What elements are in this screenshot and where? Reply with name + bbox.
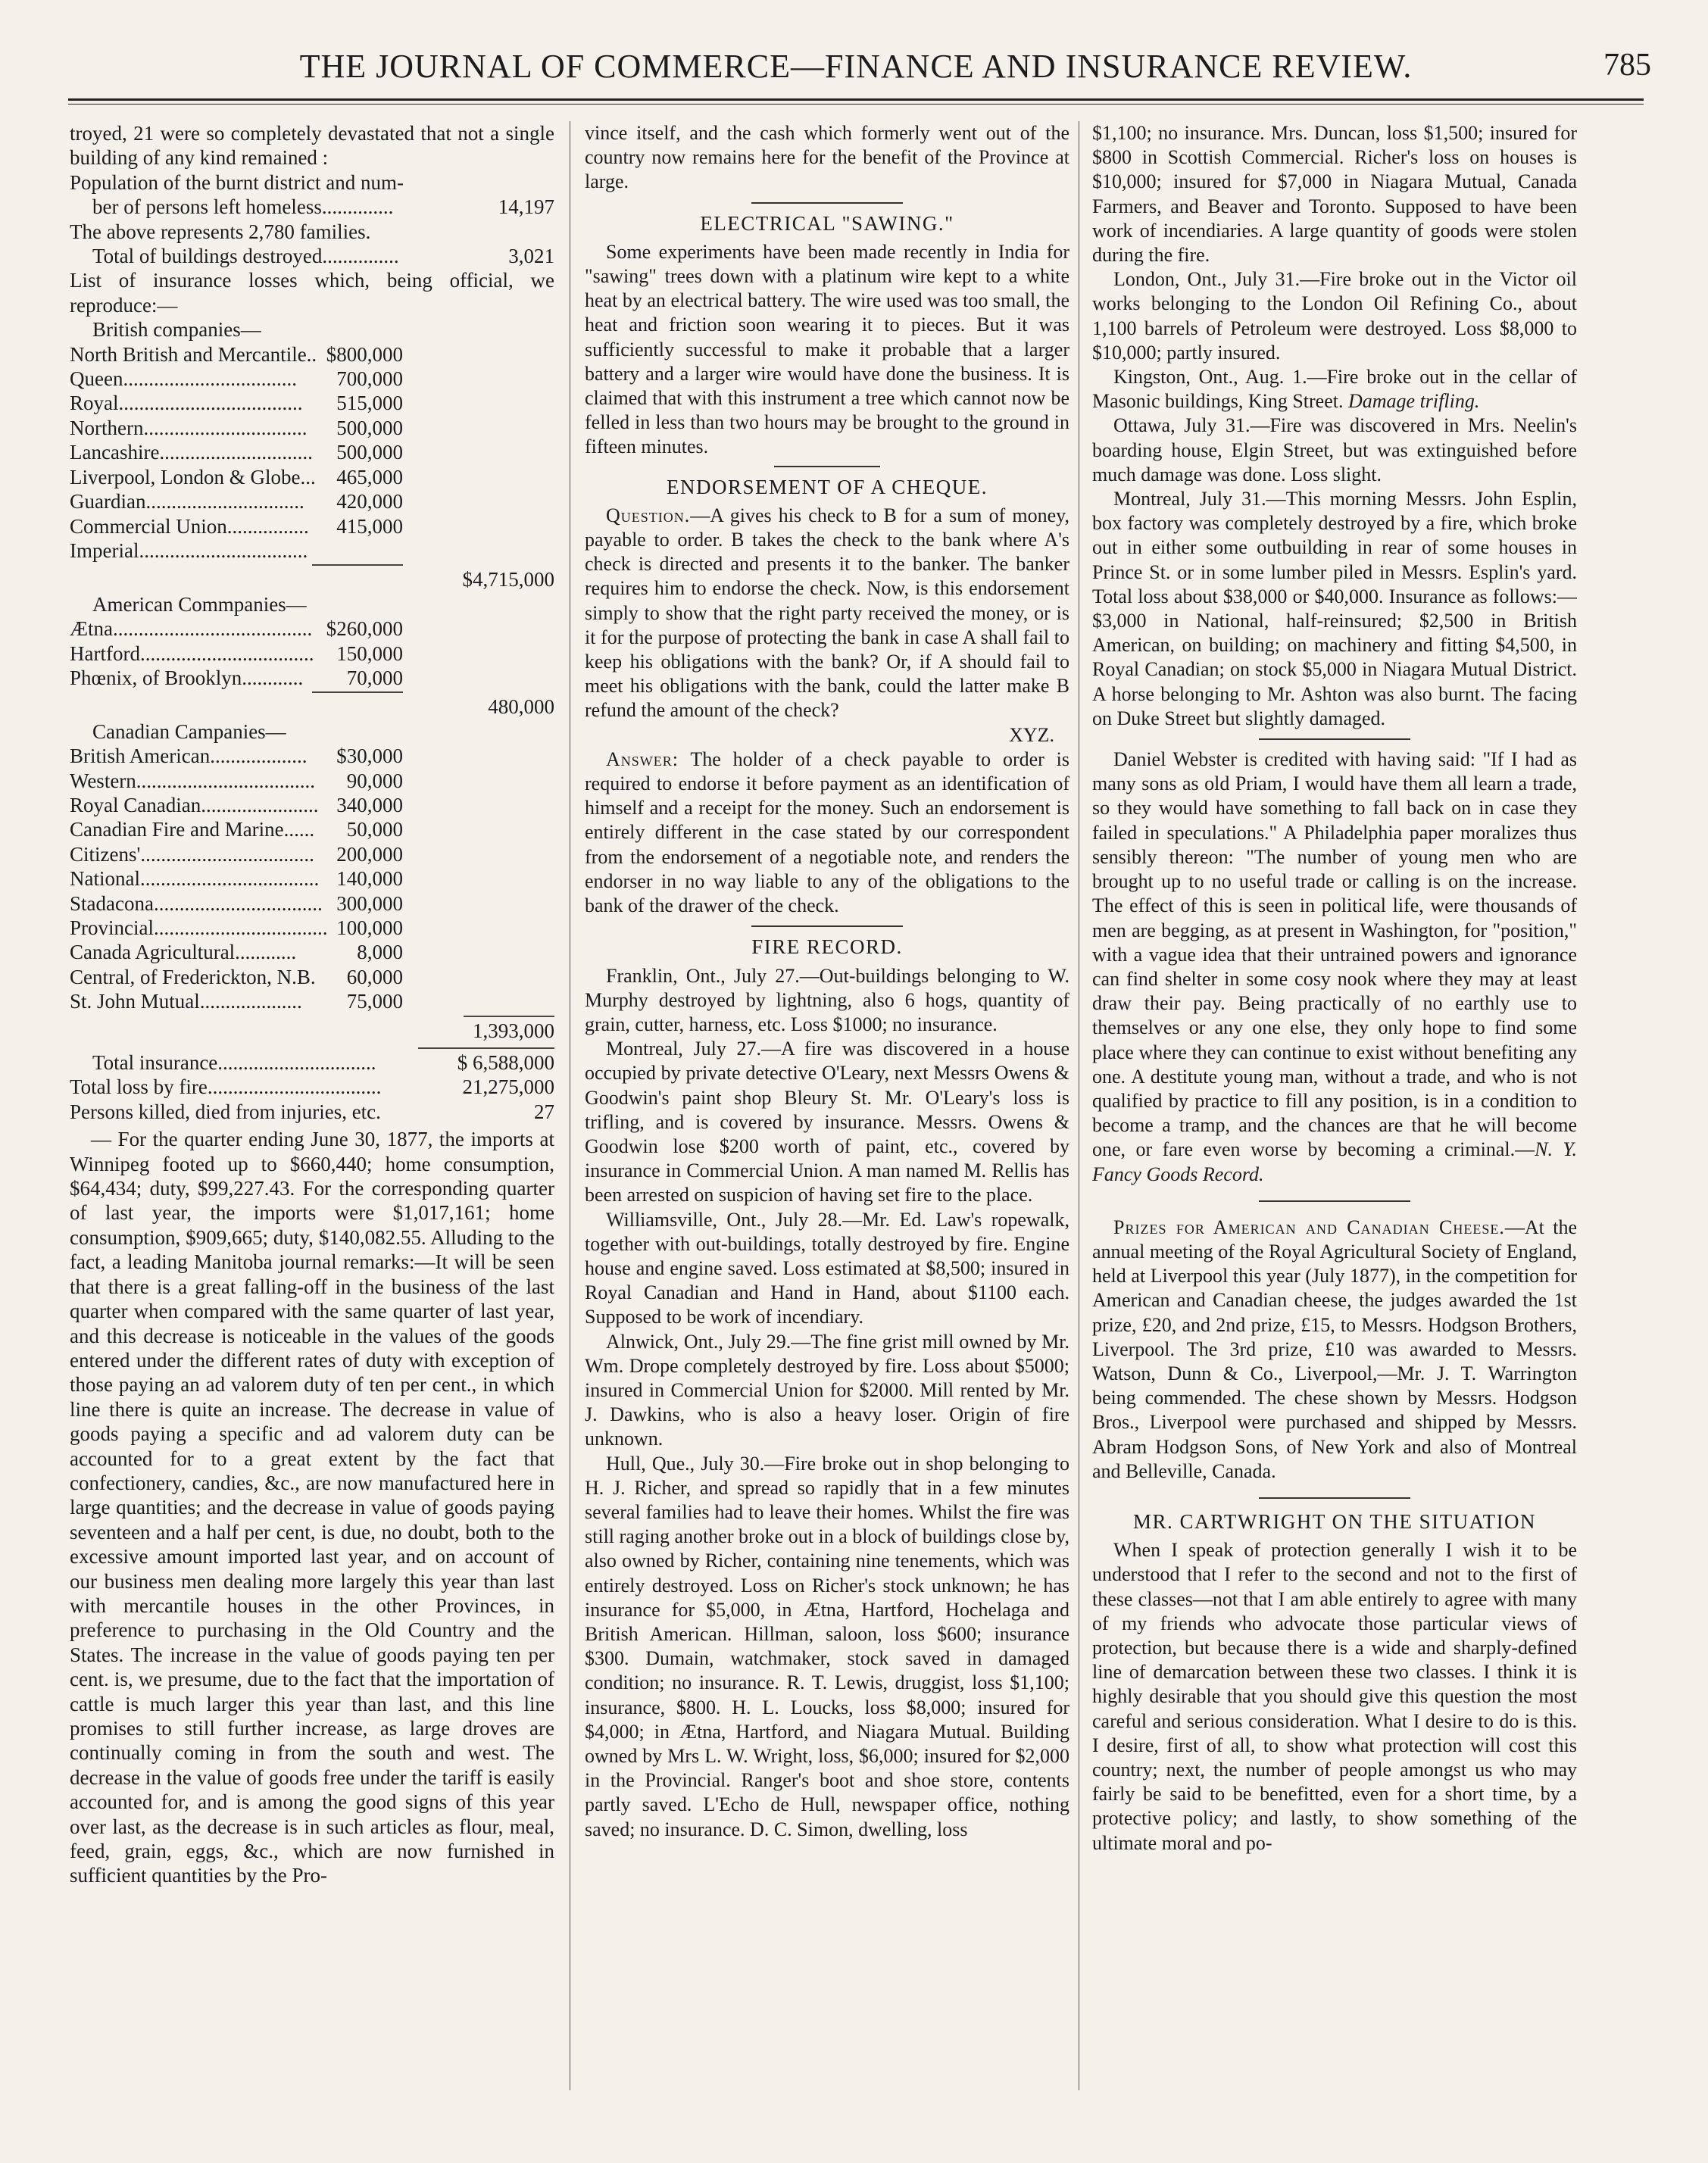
winnipeg-article: — For the quarter ending June 30, 1877, the imports at Winnipeg footed up to $660,440; home consumption, $64,434; duty, $99,227.43. For the corresponding quarter of last year, the imports were $1,017,161; home consumption, $909,665; duty, $140,082.55. Alluding to the fact, a leading Manitoba journal remarks:—It will be seen that there is a great falling-off in the business of the last quarter when compared with the same quarter of last year, and this decrease is noticeable in the values of the goods entered under the different rates of duty with exception of those paying an ad valorem duty of ten per cent., in which line there is quite an increase. The decrease in value of goods paying a specific and ad valorem duty can be accounted for to a great extent by the fact that confectionery, candies, &c., are now manufactured here in large quantities; and the decrease in value of goods paying seventeen and a half per cent, is due, no doubt, both to the excessive amount imported last year, and on account of our business men dealing more largely this year than last with mercantile houses in the other Provinces, in preference to purchasing in the Old Country and the States. The increase in the value of goods paying ten per cent. is, we presume, due to the fact that the importation of cattle is much larger this year than last, and this line promises to still further increase, as large droves are continually coming in from the south and west. The decrease in the value of goods free under the tariff is easily accounted for, and is among the good signs of this year over last, as the decrease is in such articles as flour, meal, feed, grain, eggs, &c., which are now furnished in sufficient quantities by the Pro- <box>70 1128 554 1887</box>
loss-amount: 70,000 <box>346 666 403 689</box>
company-name: Liverpool, London & Globe... <box>70 465 316 488</box>
webster-article: Daniel Webster is credited with having said: "If I had as many sons as old Priam, I would have them all learn a trade, so they would have something to fall back on in case they failed in speculations." A Philadelphia paper moralizes thus sensibly thereon: "The number of young men who are brought up to no useful trade or calling is on the increase. The effect of this is seen in political life, were thousands of men are begging, as at present in Washington, for "position," with a vague idea that their untrained powers and ignorance can find shelter in some cosy nook where they may at least draw their pay. Being practically of no earthly use to themselves or any one else, they only hope to find some place where they can continue to exist without benefiting any one. A destitute young man, without a trade, and who is not qualified by practice to fill any position, is in a condition to become a tramp, and the chances are that he will become one, or fare even worse by becoming a criminal.—N. Y. Fancy Goods Record. <box>1092 748 1577 1185</box>
population-value: 14,197 <box>498 195 554 219</box>
insurance-loss-row <box>70 866 403 891</box>
persons-killed-line: Persons killed, died from injuries, etc. 27 <box>70 1100 554 1123</box>
section-rule <box>774 466 880 467</box>
fire-williamsville: Williamsville, Ont., July 28.—Mr. Ed. Law's ropewalk, together with out-buildings, totally destroyed by fire. Engine house and engine saved. Loss estimated at $8,500; insured in Royal Canadian and Hand in Hand, about $1100 each. Supposed to be work of incendiary. <box>585 1208 1069 1328</box>
page-header <box>68 47 1651 92</box>
loss-amount: 500,000 <box>336 441 403 464</box>
insurance-loss-row <box>70 965 403 989</box>
loss-amount: 60,000 <box>346 965 403 988</box>
buildings-line: Total of buildings destroyed............... 3,021 <box>92 245 554 268</box>
insurance-loss-row <box>70 744 403 768</box>
canadian-heading: Canadian Campanies— <box>92 719 286 743</box>
loss-amount: $260,000 <box>326 617 403 641</box>
page-number: 785 <box>1603 48 1651 83</box>
company-name: British American................... <box>70 744 308 768</box>
insurance-loss-row <box>70 538 403 563</box>
cartwright-heading: MR. CARTWRIGHT ON THE SITUATION <box>1132 1509 1537 1533</box>
cartwright-article: When I speak of protection generally I wish it to be understood that I refer to the second and not to the first of these classes—not that I am able entirely to agree with many of my friends who advocate those particular views of protection, but because there is a wide and sharply-defined line of demarcation between these two classes. I think it is highly desirable that you should give this question the most careful and serious consideration. What I desire to do is this. I desire, first of all, to show what protection will cost this country; next, the number of people amongst us who may fairly be said to be benefitted, even for a short time, by a protective policy; and lastly, to show something of the ultimate moral and po- <box>1092 1539 1577 1854</box>
loss-amount: $800,000 <box>326 342 403 366</box>
company-name: St. John Mutual.................... <box>70 990 302 1013</box>
journal-title: THE JOURNAL OF COMMERCE—FINANCE AND INSURANCE REVIEW. <box>299 48 1413 85</box>
company-name: Royal Canadian....................... <box>70 793 319 816</box>
fire-london: London, Ont., July 31.—Fire broke out in the Victor oil works belonging to the London Oil Refining Co., about 1,100 barrels of Petroleum were destroyed. Loss $8,000 to $10,000; partly insured. <box>1092 268 1577 364</box>
fire-hull-continued: $1,100; no insurance. Mrs. Duncan, loss $1,500; insured for $800 in Scottish Commercial. Richer's loss on houses is $10,000; insured for $7,000 in Niagara Mutual, Canada Farmers, and Beaver and Toronto. Supposed to have been work of incendiaries. A large quantity of goods were stolen during the fire. <box>1092 122 1577 267</box>
electrical-sawing-heading: ELECTRICAL "SAWING." <box>700 211 954 235</box>
loss-amount: 150,000 <box>336 641 403 665</box>
subtotal-rule <box>464 1016 554 1017</box>
fire-alnwick: Alnwick, Ont., July 29.—The fine grist mill owned by Mr. Wm. Drope completely destroyed by fire. Loss about $5000; insured in Commercial Union for $2000. Mill rented by Mr. J. Dawkins, who is also a heavy loser. Origin of fire unknown. <box>585 1330 1069 1450</box>
american-total: 480,000 <box>488 695 554 719</box>
insurance-loss-row <box>70 666 403 690</box>
cheese-prizes-article: Prizes for American and Canadian Cheese.—At the annual meeting of the Royal Agricultural Society of England, held at Liverpool this year (July 1877), in the competition for American and Canadian cheese, the judges awarded the 1st prize, £20, and 2nd prize, £15, to Messrs. Hodgson Brothers, Liverpool. The 3rd prize, £10 was awarded to Messrs. Watson, Dunn & Co., Liverpool,—Mr. J. T. Warrington being commended. The chese shown by Messrs. Hodgson Bros., Liverpool were purchased and shipped by Messrs. Abram Hodgson Sons, of New York and also of Montreal and Belleville, Canada. <box>1092 1216 1577 1482</box>
company-name: Northern................................ <box>70 416 308 439</box>
company-name: Canada Agricultural............ <box>70 941 297 964</box>
company-name: Provincial.................................. <box>70 916 328 939</box>
american-companies-list <box>70 616 403 690</box>
company-name: North British and Mercantile.. <box>70 342 317 366</box>
section-rule <box>1259 1497 1410 1499</box>
fire-montreal-july27: Montreal, July 27.—A fire was discovered in a house occupied by private detective O'Leary, next Messrs Owens & Goodwin's paint shop Bleury St. Mr. O'Leary's loss is trifling, and is covered by insurance. Messrs. Owens & Goodwin lose $200 worth of paint, etc., covered by insurance in Commercial Union. A man named M. Rellis has been arrested on suspicion of having set fire to the place. <box>585 1038 1069 1206</box>
company-name: Western................................... <box>70 769 316 792</box>
loss-amount: 100,000 <box>336 916 403 939</box>
canadian-total: 1,393,000 <box>473 1019 554 1042</box>
loss-amount: 8,000 <box>357 941 403 964</box>
insurance-loss-row <box>70 916 403 940</box>
loss-amount: 50,000 <box>346 818 403 841</box>
company-name: Royal.................................... <box>70 392 303 415</box>
company-name: Commercial Union................ <box>70 514 309 538</box>
subtotal-rule <box>312 564 403 566</box>
column-1 <box>70 121 554 2105</box>
loss-amount: 500,000 <box>336 416 403 439</box>
company-name: Canadian Fire and Marine...... <box>70 818 315 841</box>
insurance-loss-row <box>70 769 403 793</box>
insurance-loss-row <box>70 940 403 964</box>
population-line: Population of the burnt district and num- ber of persons left homeless.............. 14,197 <box>70 170 554 219</box>
column-2 <box>585 121 1069 2105</box>
fire-record-heading: FIRE RECORD. <box>751 935 903 959</box>
loss-amount: $30,000 <box>336 744 403 768</box>
total-loss-line: Total loss by fire.................................. 21,275,000 <box>70 1075 554 1099</box>
american-heading: American Commpanies— <box>92 592 307 616</box>
province-continued: vince itself, and the cash which formerly went out of the country now remains here for the benefit of the Province at large. <box>585 122 1069 193</box>
company-name: Stadacona................................. <box>70 891 323 915</box>
fire-hull: Hull, Que., July 30.—Fire broke out in shop belonging to H. J. Richer, and spread so rapidly that in a few minutes several families had to leave their homes. Whilst the fire was still raging another broke out in a block of buildings close by, also owned by Richer, containing nine tenements, which was entirely destroyed. Loss on Richer's stock unknown; he has insurance for $5,000, in Ætna, Hartford, Hochelaga and British American. Hillman, saloon, loss $600; insurance $300. Dumain, watchmaker, stock saved in damaged condition; no insurance. R. T. Lewis, druggist, loss $1,100; insurance, $800. H. L. Loucks, loss $8,000; insured for $4,000; in Ætna, Hartford, and Niagara Mutual. Building owned by Mrs L. W. Wright, loss, $6,000; insured for $2,000 in the Provincial. Ranger's boot and shoe store, contents partly saved. L'Echo de Hull, newspaper office, nothing saved; no insurance. D. C. Simon, dwelling, loss <box>585 1452 1069 1840</box>
insurance-loss-row <box>70 342 403 367</box>
families-line: The above represents 2,780 families. <box>70 220 371 243</box>
loss-amount: 75,000 <box>346 990 403 1013</box>
insurance-loss-row <box>70 641 403 666</box>
insurance-loss-row <box>70 616 403 641</box>
column-3 <box>1092 121 1577 2105</box>
cheque-heading: ENDORSEMENT OF A CHEQUE. <box>666 475 988 498</box>
company-name: Central, of Frederickton, N.B. <box>70 965 316 988</box>
british-total: $4,715,000 <box>462 568 554 591</box>
electrical-sawing-article: Some experiments have been made recently in India for "sawing" trees down with a platinum wire kept to a white heat by an electrical battery. The wire used was too small, the heat and friction soon wearing it to pieces. But it was sufficiently successful to make it probable that a larger battery and a larger wire would have done the business. It is claimed that with this instrument a tree which cannot now be felled in less than two hours may be brought to the ground in fifteen minutes. <box>585 240 1069 458</box>
company-name: Citizens'.................................. <box>70 842 314 866</box>
cheque-question: Question.—A gives his check to B for a sum of money, payable to order. B takes the check to the bank where A's check is directed and presents it to the banker. The banker requires him to endorse the check. Now, is this endorsement simply to show that the right party received the money, or is it for the purpose of protecting the bank in case A shall fail to keep his obligations with the bank? Or, if A should fail to meet his obligations with the bank, could the latter make B refund the amount of the check? <box>585 504 1069 722</box>
fire-kingston: Kingston, Ont., Aug. 1.—Fire broke out in the cellar of Masonic buildings, King Street. Damage trifling. <box>1092 366 1577 413</box>
cheque-answer: Answer: The holder of a check payable to order is required to endorse it before payment as an identification of himself and a receipt for the money. Such an endorsement is entirely different in the case stated by our correspondent from the endorsement of a negotiable note, and renders the endorser in no way liable to any of the obligations to the bank of the drawer of the check. <box>585 748 1069 917</box>
insurance-loss-row <box>70 514 403 538</box>
total-rule <box>418 1047 554 1049</box>
insurance-list-intro: List of insurance losses which, being official, we reproduce:— <box>70 269 554 317</box>
canadian-companies-list <box>70 744 403 1013</box>
loss-amount: 340,000 <box>336 793 403 816</box>
insurance-loss-row <box>70 891 403 916</box>
loss-amount: 700,000 <box>336 367 403 391</box>
british-heading: British companies— <box>92 318 261 342</box>
insurance-loss-row <box>70 842 403 866</box>
loss-amount: 300,000 <box>336 891 403 915</box>
insurance-loss-row <box>70 989 403 1013</box>
company-name: Lancashire.............................. <box>70 441 313 464</box>
insurance-loss-row <box>70 817 403 841</box>
insurance-loss-row <box>70 793 403 817</box>
company-name: Hartford.................................. <box>70 641 314 665</box>
section-rule <box>1259 1200 1410 1202</box>
loss-amount: 200,000 <box>336 842 403 866</box>
fire-franklin: Franklin, Ont., July 27.—Out-buildings belonging to W. Murphy destroyed by lightning, also 6 hogs, quantity of grain, cutter, harness, etc. Loss $1000; no insurance. <box>585 964 1069 1035</box>
insurance-loss-row <box>70 465 403 489</box>
loss-amount: 140,000 <box>336 867 403 891</box>
total-insurance-line: Total insurance............................... $ 6,588,000 <box>92 1051 554 1075</box>
company-name: Ætna....................................... <box>70 617 313 641</box>
insurance-loss-row <box>70 391 403 415</box>
fire-ottawa: Ottawa, July 31.—Fire was discovered in Mrs. Neelin's boarding house, Elgin Street, but was extinguished before much damage was done. Loss slight. <box>1092 414 1577 485</box>
company-name: National................................... <box>70 867 320 891</box>
header-rule-thin <box>68 104 1644 105</box>
insurance-loss-row <box>70 440 403 464</box>
loss-amount: 90,000 <box>346 769 403 792</box>
british-companies-list <box>70 342 403 563</box>
fire-montreal-july31: Montreal, July 31.—This morning Messrs. John Esplin, box factory was completely destroyed by a fire, which broke out in either some outbuilding in rear of some houses in Prince St. or in some lumber piled in Messrs. Esplin's yard. Total loss about $38,000 or $40,000. Insurance as follows:—$3,000 in National, half-reinsured; $2,500 in British American, on building; on machinery and fitting $4,500, in Royal Canadian; on stock $5,000 in Niagara Mutual District. A horse belonging to Mr. Ashton was also burnt. The facing on Duke Street but slightly damaged. <box>1092 488 1577 729</box>
insurance-loss-row <box>70 367 403 391</box>
company-name: Queen.................................. <box>70 367 297 391</box>
company-name: Imperial................................. <box>70 538 308 562</box>
loss-amount: 515,000 <box>336 392 403 415</box>
insurance-loss-row <box>70 416 403 440</box>
company-name: Phœnix, of Brooklyn............ <box>70 666 304 689</box>
subtotal-rule <box>312 691 403 693</box>
section-rule <box>751 202 903 204</box>
loss-amount: 415,000 <box>336 514 403 538</box>
loss-amount: 465,000 <box>336 465 403 488</box>
insurance-loss-row <box>70 489 403 513</box>
cheque-signature: XYZ. <box>1009 723 1054 746</box>
fire-article-continued: troyed, 21 were so completely devastated that not a single building of any kind remained : <box>70 122 554 170</box>
company-name: Guardian............................... <box>70 490 304 513</box>
header-rule <box>68 98 1644 101</box>
section-rule <box>1259 738 1410 740</box>
section-rule <box>751 925 903 927</box>
loss-amount: 420,000 <box>336 490 403 513</box>
